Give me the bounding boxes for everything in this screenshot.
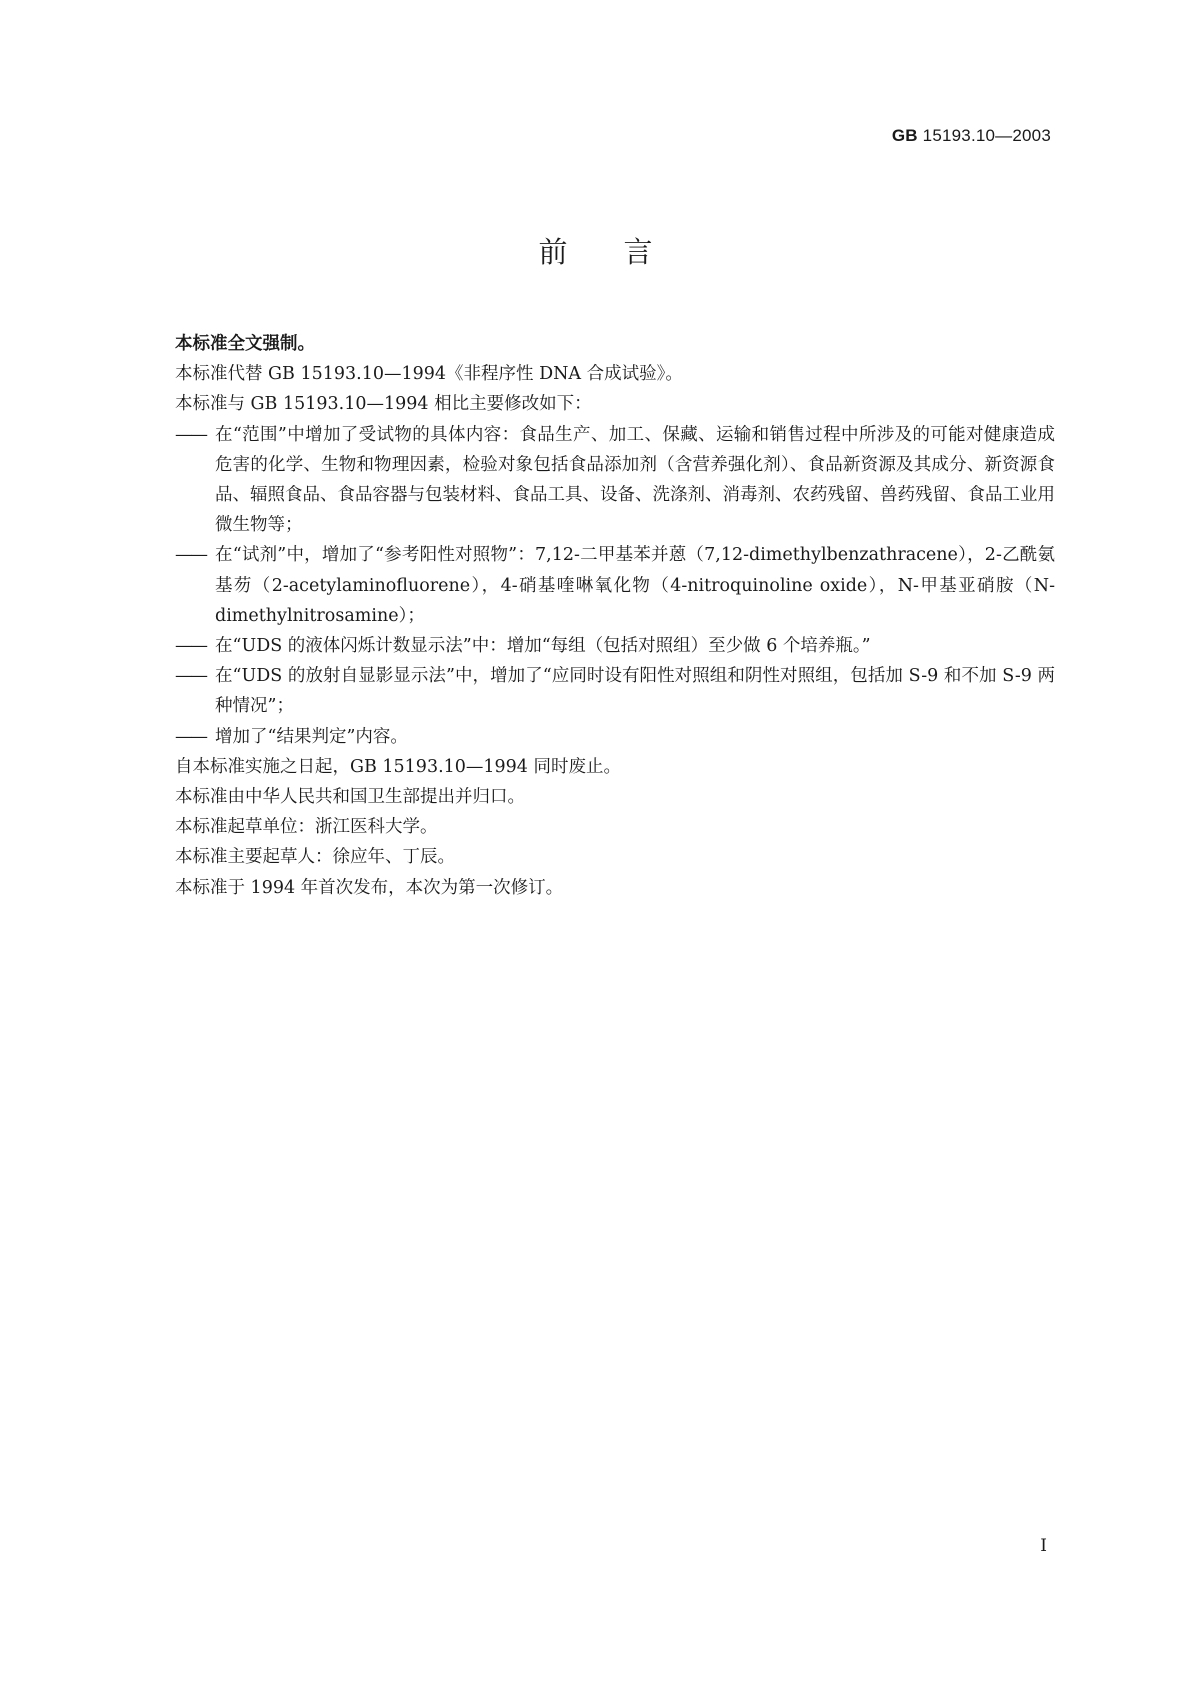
standard-code-number: 15193.10—2003	[922, 126, 1051, 145]
publication-history: 本标准于 1994 年首次发布，本次为第一次修订。	[175, 877, 564, 898]
item-dash: ——	[175, 545, 206, 566]
change-item	[175, 722, 1055, 752]
change-item	[175, 631, 1055, 661]
change-item	[175, 540, 1055, 631]
drafting-unit: 本标准起草单位：浙江医科大学。	[175, 817, 438, 838]
page-number: I	[1040, 1536, 1047, 1556]
document-body	[175, 329, 1055, 903]
change-item	[175, 661, 1055, 721]
standard-code	[892, 126, 1051, 146]
item-text: 在“试剂”中，增加了“参考阳性对照物”：7,12-二甲基苯并蒽（7,12-dimethylbenzathracene），2-乙酰氨基芴（2-acetylaminofluorene），4-硝基喹啉氧化物（4-nitroquinoline oxide），N-甲基亚硝胺（N-dimethylnitrosamine）；	[215, 545, 1055, 626]
item-text: 在“范围”中增加了受试物的具体内容：食品生产、加工、保藏、运输和销售过程中所涉及的可能对健康造成危害的化学、生物和物理因素，检验对象包括食品添加剂（含营养强化剂）、食品新资源及其成分、新资源食品、辐照食品、食品容器与包装材料、食品工具、设备、洗涤剂、消毒剂、农药残留、兽药残留、食品工业用微生物等；	[215, 424, 1055, 536]
drafters: 本标准主要起草人：徐应年、丁辰。	[175, 847, 455, 868]
item-dash: ——	[175, 726, 206, 747]
item-dash: ——	[175, 636, 206, 657]
replacement-statement: 本标准代替 GB 15193.10—1994《非程序性 DNA 合成试验》。	[175, 364, 683, 385]
item-dash: ——	[175, 666, 206, 687]
item-text: 增加了“结果判定”内容。	[215, 726, 408, 747]
item-dash: ——	[175, 424, 206, 445]
item-text: 在“UDS 的液体闪烁计数显示法”中：增加“每组（包括对照组）至少做 6 个培养瓶。”	[215, 636, 871, 657]
change-item	[175, 420, 1055, 541]
page-title: 前言	[538, 235, 709, 269]
standard-code-prefix: GB	[891, 126, 918, 145]
abolition-statement: 自本标准实施之日起，GB 15193.10—1994 同时废止。	[175, 756, 622, 777]
proposer-statement: 本标准由中华人民共和国卫生部提出并归口。	[175, 787, 525, 808]
mandatory-statement: 本标准全文强制。	[175, 334, 315, 354]
changes-intro: 本标准与 GB 15193.10—1994 相比主要修改如下：	[175, 394, 592, 415]
item-text: 在“UDS 的放射自显影显示法”中，增加了“应同时设有阳性对照组和阴性对照组，包括加 S-9 和不加 S-9 两种情况”；	[215, 666, 1055, 717]
